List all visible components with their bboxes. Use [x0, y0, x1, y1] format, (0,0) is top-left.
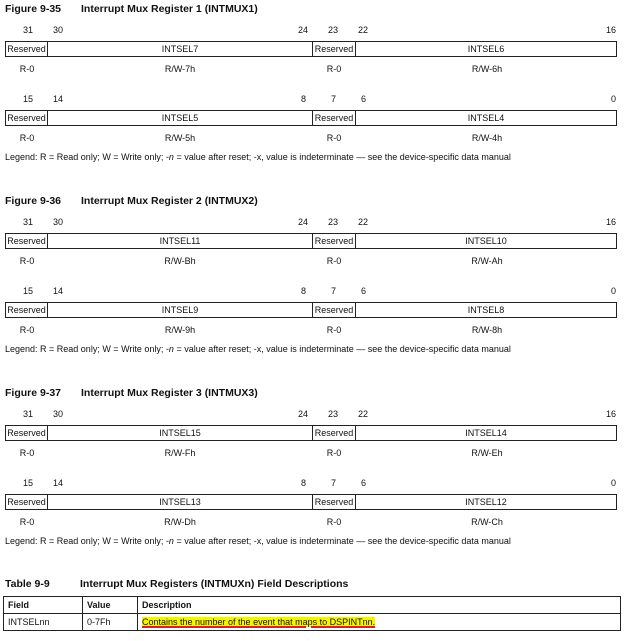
legend	[5, 152, 511, 162]
bit-label: 30	[53, 409, 64, 419]
access-label: R/W-Ch	[471, 517, 503, 527]
register-field-reserved: Reserved	[5, 494, 48, 510]
bit-label-row	[5, 94, 617, 106]
figure-title	[5, 195, 258, 207]
bit-label: 7	[331, 478, 337, 488]
figure-number: Figure 9-37	[5, 387, 62, 399]
bit-label: 23	[328, 25, 339, 35]
access-label: R-0	[326, 256, 342, 266]
access-row	[5, 448, 617, 460]
register-field-reserved: Reserved	[5, 233, 48, 249]
bit-label: 23	[328, 409, 339, 419]
bit-label-row	[5, 217, 617, 229]
register-field: INTSEL15	[48, 425, 313, 441]
figure-number: Figure 9-35	[5, 3, 62, 15]
register-field: INTSEL14	[356, 425, 617, 441]
bit-label: 16	[606, 25, 617, 35]
bit-label: 24	[298, 409, 309, 419]
access-label: R/W-Ah	[471, 256, 503, 266]
access-label: R-0	[19, 133, 35, 143]
bit-label: 24	[298, 217, 309, 227]
access-row	[5, 256, 617, 268]
bit-label: 0	[611, 94, 617, 104]
access-label: R/W-Dh	[164, 517, 196, 527]
access-label: R-0	[19, 325, 35, 335]
bit-label: 16	[606, 409, 617, 419]
bit-label: 30	[53, 217, 64, 227]
register-field-reserved: Reserved	[5, 110, 48, 126]
bit-label: 7	[331, 94, 337, 104]
bit-label: 30	[53, 25, 64, 35]
register-field-reserved: Reserved	[313, 494, 356, 510]
register-field-reserved: Reserved	[313, 233, 356, 249]
legend	[5, 536, 511, 546]
table-row	[4, 614, 621, 631]
access-label: R/W-7h	[164, 64, 196, 74]
access-label: R/W-6h	[471, 64, 503, 74]
figure-caption: Interrupt Mux Register 1 (INTMUX1)	[81, 3, 258, 15]
legend-symbol: -n	[165, 344, 174, 354]
legend-text: Legend: R = Read only; W = Write only;	[5, 344, 166, 354]
access-row	[5, 325, 617, 337]
bit-label: 23	[328, 217, 339, 227]
register-field-row	[5, 41, 617, 57]
bit-label: 22	[358, 217, 369, 227]
bit-label: 31	[23, 25, 34, 35]
bit-label-row	[5, 478, 617, 490]
access-label: R-0	[19, 517, 35, 527]
register-field-row	[5, 233, 617, 249]
bit-label: 31	[23, 409, 34, 419]
bit-label-row	[5, 286, 617, 298]
figure-title	[5, 3, 258, 15]
column-header-field: Field	[4, 597, 83, 614]
register-field: INTSEL13	[48, 494, 313, 510]
access-label: R/W-9h	[164, 325, 196, 335]
register-field: INTSEL12	[356, 494, 617, 510]
register-field: INTSEL10	[356, 233, 617, 249]
field-cell: INTSELnn	[4, 614, 83, 631]
access-label: R-0	[19, 256, 35, 266]
legend-text: Legend: R = Read only; W = Write only;	[5, 536, 166, 546]
table-header-row	[4, 597, 621, 614]
register-field-reserved: Reserved	[313, 425, 356, 441]
bit-label: 15	[23, 478, 34, 488]
access-label: R/W-Fh	[164, 448, 196, 458]
table-title	[5, 578, 348, 590]
field-description-table	[3, 596, 621, 631]
bit-label: 14	[53, 478, 64, 488]
legend-symbol: -n	[165, 152, 174, 162]
access-label: R-0	[326, 325, 342, 335]
register-field: INTSEL8	[356, 302, 617, 318]
register-field: INTSEL4	[356, 110, 617, 126]
bit-label: 14	[53, 94, 64, 104]
bit-label: 22	[358, 25, 369, 35]
bit-label: 24	[298, 25, 309, 35]
bit-label: 6	[361, 94, 367, 104]
column-header-value: Value	[83, 597, 138, 614]
bit-label: 7	[331, 286, 337, 296]
register-field: INTSEL9	[48, 302, 313, 318]
legend-text: Legend: R = Read only; W = Write only;	[5, 152, 166, 162]
access-row	[5, 64, 617, 76]
register-field-reserved: Reserved	[5, 425, 48, 441]
register-field-reserved: Reserved	[5, 302, 48, 318]
bit-label: 31	[23, 217, 34, 227]
access-label: R/W-4h	[471, 133, 503, 143]
register-field-reserved: Reserved	[5, 41, 48, 57]
bit-label: 14	[53, 286, 64, 296]
access-label: R-0	[326, 64, 342, 74]
legend	[5, 344, 511, 354]
register-field-reserved: Reserved	[313, 110, 356, 126]
access-label: R-0	[326, 448, 342, 458]
bit-label: 15	[23, 94, 34, 104]
bit-label: 6	[361, 478, 367, 488]
register-field-reserved: Reserved	[313, 302, 356, 318]
bit-label-row	[5, 409, 617, 421]
table-number: Table 9-9	[5, 578, 50, 590]
legend-text: = value after reset; -x, value is indeterminate — see the device-specific data manual	[173, 152, 511, 162]
access-label: R-0	[19, 64, 35, 74]
register-field-row	[5, 494, 617, 510]
register-field: INTSEL11	[48, 233, 313, 249]
column-header-description: Description	[138, 597, 621, 614]
highlighted-text: Contains the number of the event that maps to DSPINTnn.	[142, 617, 376, 627]
value-cell: 0-7Fh	[83, 614, 138, 631]
bit-label: 15	[23, 286, 34, 296]
legend-symbol: -n	[165, 536, 174, 546]
bit-label: 0	[611, 478, 617, 488]
access-label: R/W-5h	[164, 133, 196, 143]
table-caption: Interrupt Mux Registers (INTMUXn) Field Descriptions	[80, 578, 349, 590]
register-field: INTSEL6	[356, 41, 617, 57]
register-field: INTSEL5	[48, 110, 313, 126]
figure-number: Figure 9-36	[5, 195, 62, 207]
register-field-row	[5, 110, 617, 126]
bit-label-row	[5, 25, 617, 37]
access-label: R-0	[326, 133, 342, 143]
bit-label: 22	[358, 409, 369, 419]
access-label: R-0	[19, 448, 35, 458]
register-field-row	[5, 302, 617, 318]
access-label: R/W-Bh	[164, 256, 196, 266]
bit-label: 0	[611, 286, 617, 296]
access-label: R-0	[326, 517, 342, 527]
access-row	[5, 517, 617, 529]
bit-label: 8	[301, 286, 307, 296]
access-label: R/W-Eh	[471, 448, 503, 458]
register-field-row	[5, 425, 617, 441]
bit-label: 8	[301, 478, 307, 488]
figure-title	[5, 387, 258, 399]
register-field: INTSEL7	[48, 41, 313, 57]
figure-caption: Interrupt Mux Register 3 (INTMUX3)	[81, 387, 258, 399]
description-cell	[138, 614, 621, 631]
register-field-reserved: Reserved	[313, 41, 356, 57]
figure-caption: Interrupt Mux Register 2 (INTMUX2)	[81, 195, 258, 207]
access-row	[5, 133, 617, 145]
access-label: R/W-8h	[471, 325, 503, 335]
bit-label: 8	[301, 94, 307, 104]
bit-label: 16	[606, 217, 617, 227]
bit-label: 6	[361, 286, 367, 296]
legend-text: = value after reset; -x, value is indeterminate — see the device-specific data manual	[173, 344, 511, 354]
legend-text: = value after reset; -x, value is indeterminate — see the device-specific data manual	[173, 536, 511, 546]
